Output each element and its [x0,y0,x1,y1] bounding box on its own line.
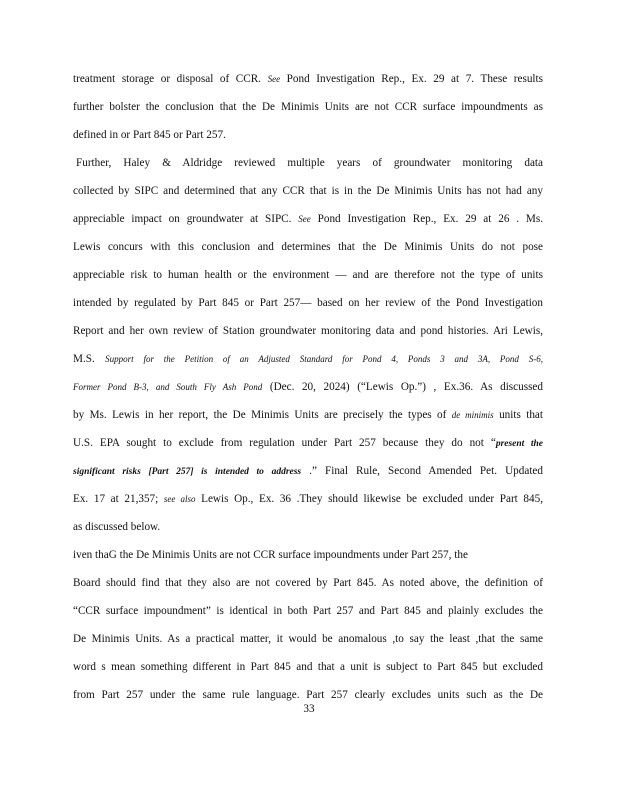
text-run: defined in or Part 845 or Part 257. [73,129,226,141]
text-line [73,266,543,284]
text-line [73,378,543,396]
text-run: intended by regulated by Part 845 or Part 257— based on her review of the Pond Investigation [73,297,543,309]
text-line [73,154,543,172]
text-line [73,350,543,368]
text-line [73,406,543,424]
citation-signal: See [267,74,281,84]
text-line [73,182,543,200]
text-line [73,210,543,228]
text-line [73,630,543,648]
text-run: Report and her own review of Station groundwater monitoring data and pond histories. Ari Lewis, [73,325,543,337]
text-run: from Part 257 under the same rule language. Part 257 clearly excludes units such as the De [73,689,543,701]
text-line [73,574,543,592]
text-run: Further, Haley & Aldridge reviewed multiple years of groundwater monitoring data [76,157,543,169]
text-line [73,602,543,620]
text-line [73,126,543,144]
text-run: Pond Investigation Rep., Ex. 29 at 26 . Ms. [310,213,543,225]
text-line [73,294,543,312]
text-run: “CCR surface impoundment” is identical in both Part 257 and Part 845 and plainly excludes the [73,605,543,617]
text-line [73,434,543,452]
text-run: De Minimis Units. As a practical matter, it would be anomalous ,to say the least ,that the same [73,633,543,645]
text-run: (Dec. 20, 2024) (“Lewis Op.”) , Ex.36. As discussed [262,381,543,393]
text-run: M.S. [73,353,106,365]
text-run: Board should find that they also are not covered by Part 845. As noted above, the definition of [73,577,543,589]
text-line [73,546,543,564]
text-line [73,322,543,340]
text-line [73,686,543,704]
text-run: collected by SIPC and determined that any CCR that is in the De Minimis Units has not had any [73,185,543,197]
page-number: 33 [303,703,315,715]
italic-term: de minimis [451,410,494,420]
text-run: by Ms. Lewis in her report, the De Minimis Units are precisely the types of [73,409,452,421]
text-run: appreciable risk to human health or the environment — and are therefore not the type of units [73,269,543,281]
citation-signal: See [298,214,311,224]
text-run: U.S. EPA sought to exclude from regulation under Part 257 because they do not “ [73,437,496,449]
text-line [73,70,543,88]
quoted-emphasis: present the [495,439,544,449]
text-run: Lewis Op., Ex. 36 .They should likewise be excluded under Part 845, [195,493,543,505]
report-title: Former Pond B-3, and South Fly Ash Pond [73,382,263,392]
report-title: Support for the Petition of an Adjusted Standard for Pond 4, Ponds 3 and 3A, Pond S-6, [105,354,543,364]
text-run: appreciable impact on groundwater at SIPC. [73,213,299,225]
text-run: iven thaG the De Minimis Units are not CCR surface impoundments under Part 257, the [73,549,468,561]
text-run: Pond Investigation Rep., Ex. 29 at 7. These results [280,73,543,85]
text-line [73,518,543,536]
text-run: .” Final Rule, Second Amended Pet. Updated [301,465,543,477]
citation-signal: see also [163,494,196,504]
text-line [73,238,543,256]
quoted-emphasis: significant risks [Part 257] is intended to address [73,467,302,477]
text-line [73,490,543,508]
text-line [73,658,543,676]
text-run: treatment storage or disposal of CCR. [73,73,268,85]
text-run: units that [493,409,544,421]
text-run: further bolster the conclusion that the De Minimis Units are not CCR surface impoundments as [73,101,543,113]
text-line [73,462,543,480]
text-run: as discussed below. [73,521,161,533]
text-line [73,98,543,116]
text-run: word s mean something different in Part 845 and that a unit is subject to Part 845 but excluded [73,661,543,673]
text-run: Ex. 17 at 21,357; [73,493,164,505]
text-run: Lewis concurs with this conclusion and determines that the De Minimis Units do not pose [73,241,543,253]
